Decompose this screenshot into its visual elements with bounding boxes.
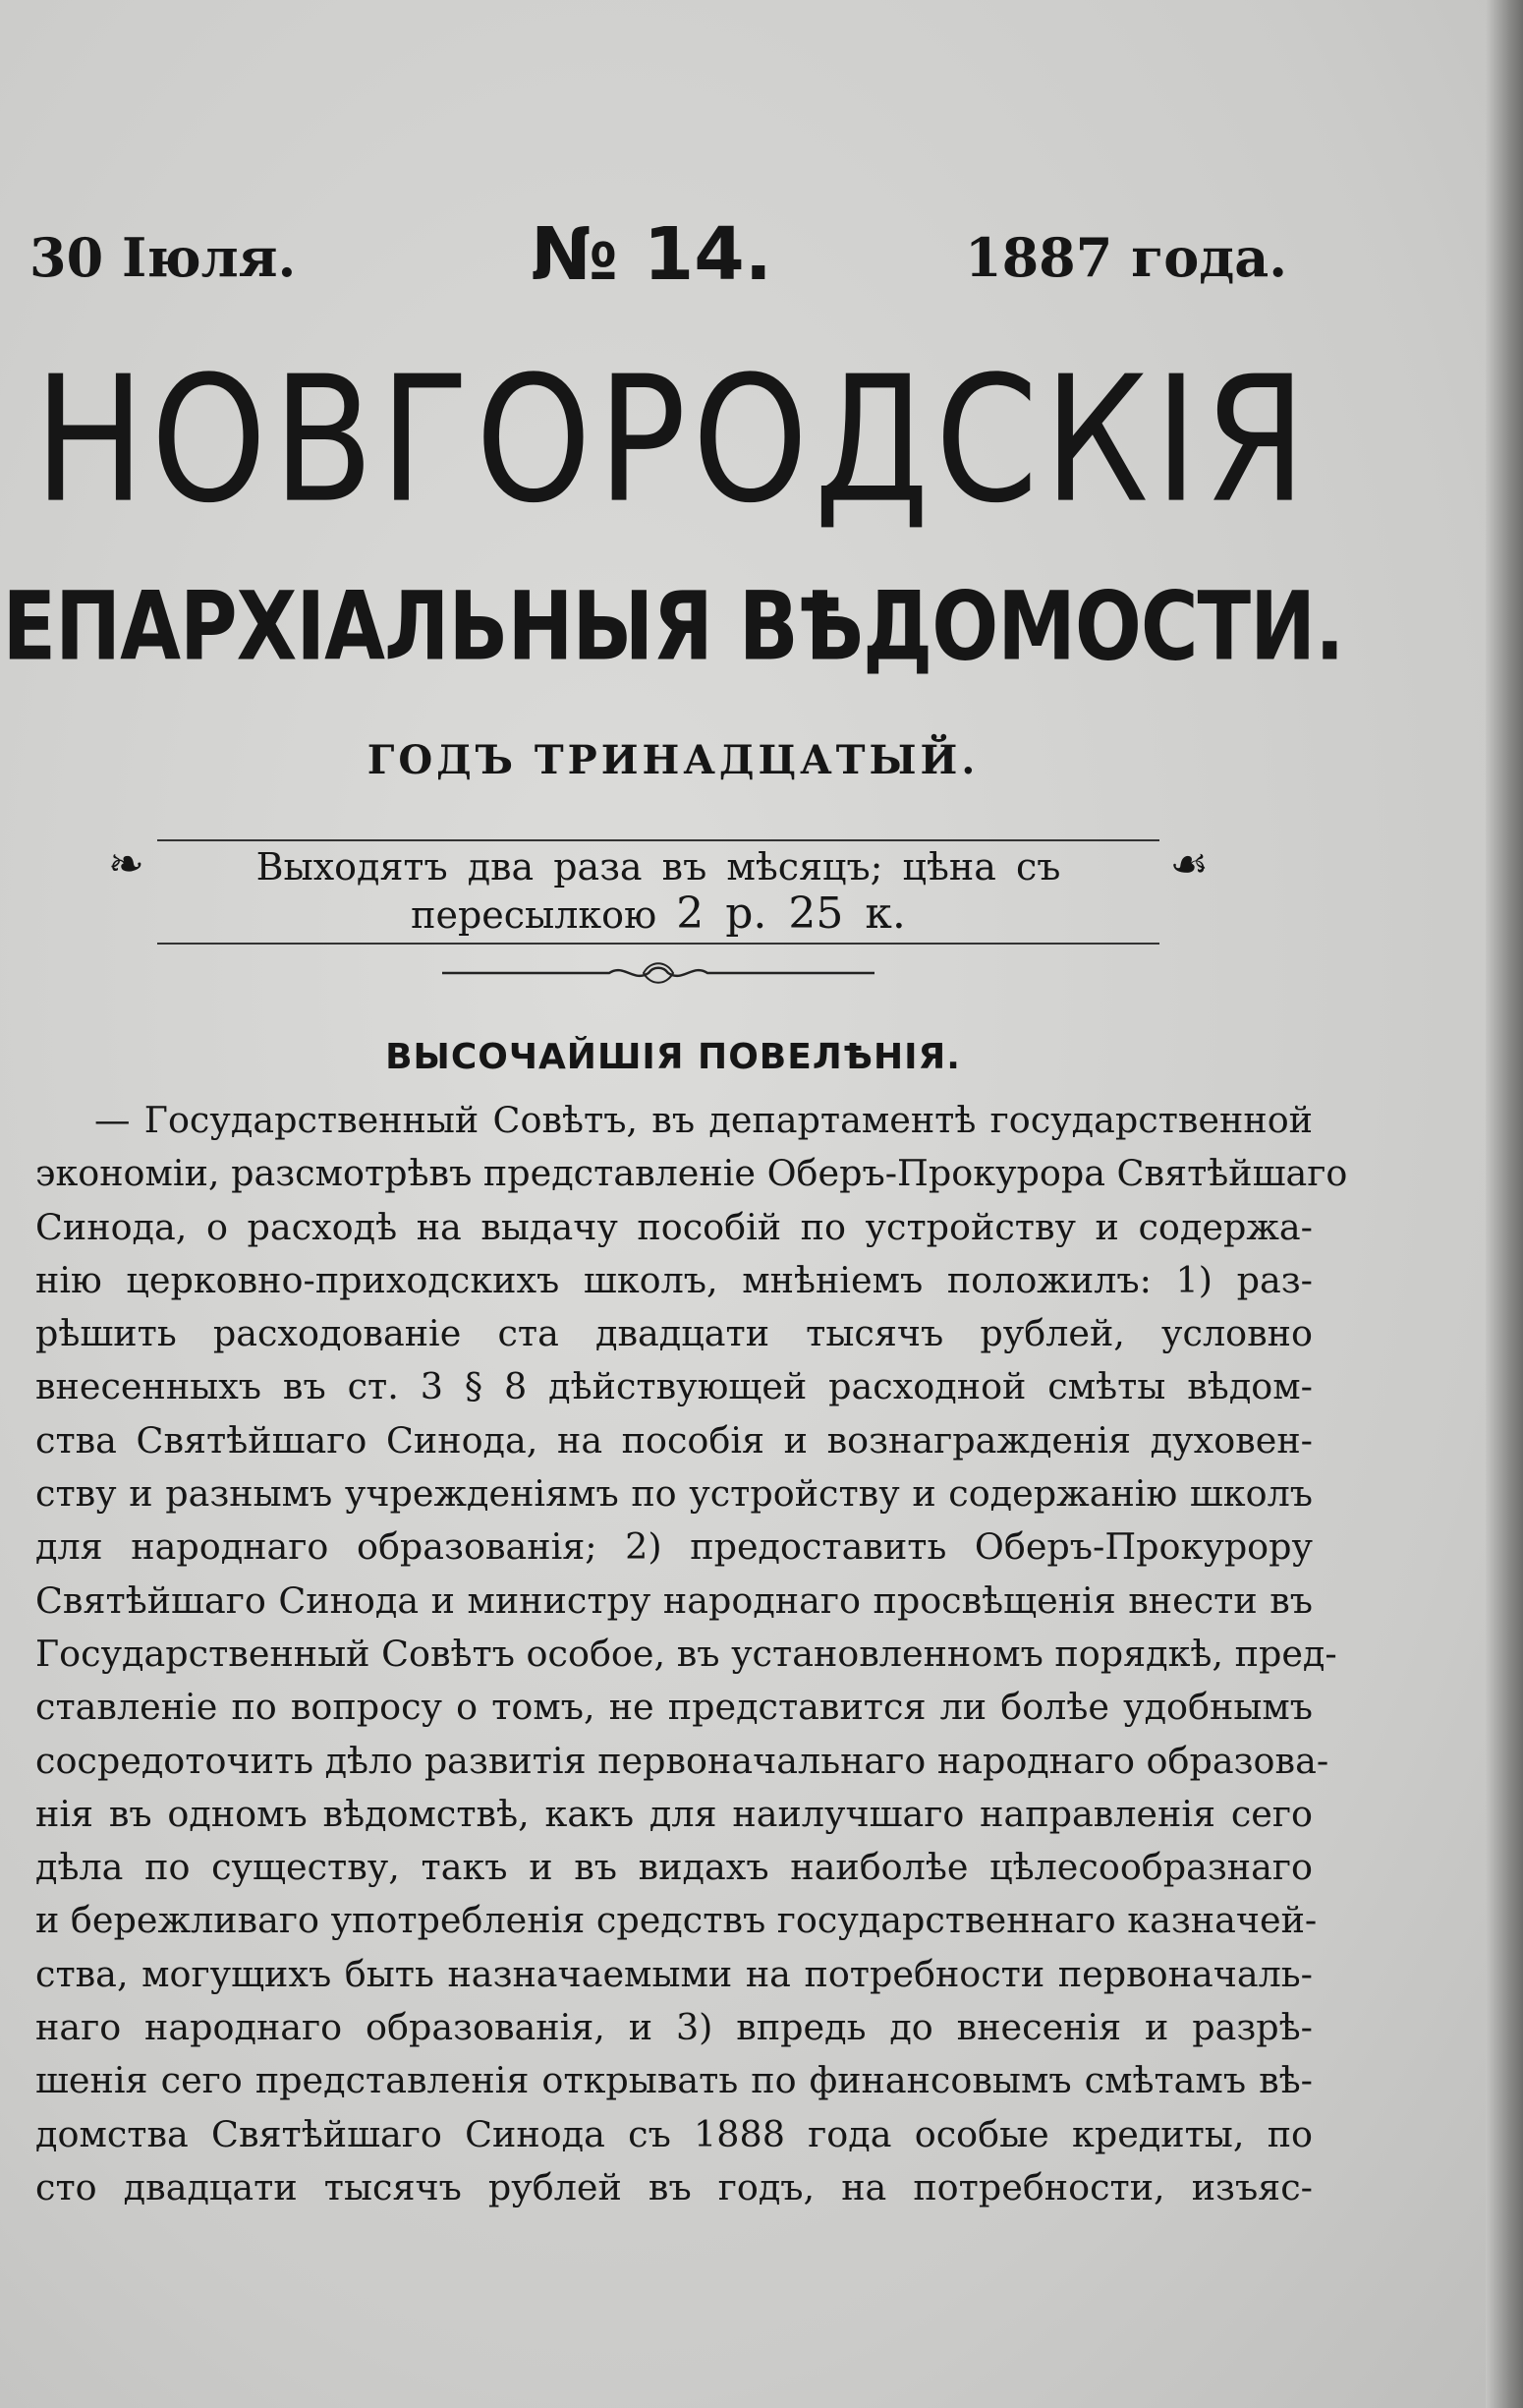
text-line: сосредоточить дѣло развитія первоначальнаго народнаго образова-: [35, 1739, 1329, 1782]
text-line: наго народнаго образованія, и 3) впредь до внесенія и разрѣ-: [35, 2006, 1313, 2049]
ornament-right-icon: ☙: [1169, 839, 1209, 889]
subscription-band: [108, 835, 1209, 939]
text-line: — Государственный Совѣтъ, въ департаментѣ государственной: [94, 1099, 1313, 1141]
text-line: нію церковно-приходскихъ школъ, мнѣніемъ положилъ: 1) раз-: [35, 1258, 1313, 1301]
text-line: ства, могущихъ быть назначаемыми на потребности первоначаль-: [35, 1952, 1313, 1995]
text-line: и бережливаго употребленія средствъ государственнаго казначей-: [35, 1899, 1318, 1942]
text-line: рѣшить расходованіе ста двадцати тысячъ рублей, условно: [35, 1312, 1313, 1355]
ornament-left-icon: ❧: [108, 839, 144, 889]
issue-number: № 14.: [531, 212, 772, 297]
text-line: ству и разнымъ учрежденіямъ по устройству и содержанію школъ: [35, 1472, 1313, 1516]
text-line: нія въ одномъ вѣдомствѣ, какъ для наилучшаго направленія сего: [35, 1792, 1313, 1835]
text-line: для народнаго образованія; 2) предоставить Оберъ-Прокурору: [35, 1525, 1313, 1569]
issue-header: [29, 212, 1287, 305]
text-line: экономіи, разсмотрѣвъ представленіе Оберъ-Прокурора Святѣйшаго: [35, 1152, 1348, 1195]
issue-year: 1887 года.: [965, 226, 1287, 289]
masthead-subtitle: ЕПАРХІАЛЬНЫЯ ВѢДОМОСТИ.: [2, 571, 1344, 682]
text-line: домства Святѣйшаго Синода съ 1888 года особые кредиты, по: [35, 2112, 1313, 2155]
text-line: ства Святѣйшаго Синода, на пособія и вознагражденія духовен-: [35, 1418, 1313, 1462]
page-edge-shadow: [1486, 0, 1523, 2408]
text-line: дѣла по существу, такъ и въ видахъ наиболѣе цѣлесообразнаго: [35, 1846, 1313, 1889]
text-line: Синода, о расходѣ на выдачу пособій по устройству и содержа-: [35, 1205, 1313, 1248]
text-line: Государственный Совѣтъ особое, въ установленномъ порядкѣ, пред-: [35, 1632, 1337, 1675]
subscription-text: Выходятъ два раза въ мѣсяцъ; цѣна съ пересылкою: [255, 845, 1061, 937]
subscription-info: [157, 839, 1159, 945]
section-heading: ВЫСОЧАЙШІЯ ПОВЕЛѢНІЯ.: [385, 1037, 961, 1077]
text-line: внесенныхъ въ ст. 3 § 8 дѣйствующей расходной смѣты вѣдом-: [35, 1365, 1313, 1408]
masthead-title: НОВГОРОДСКІЯ: [33, 339, 1313, 543]
issue-date: 30 Іюля.: [29, 226, 297, 289]
subscription-price: 2 р. 25 к.: [676, 889, 906, 939]
text-line: Святѣйшаго Синода и министру народнаго просвѣщенія внести въ: [35, 1578, 1313, 1622]
text-line: шенія сего представленія открывать по финансовымъ смѣтамъ вѣ-: [35, 2059, 1313, 2102]
article-body: [35, 1094, 1348, 2214]
divider-flourish-icon: [442, 958, 874, 988]
publication-year: ГОДЪ ТРИНАДЦАТЫЙ.: [367, 737, 980, 783]
text-line: ставленіе по вопросу о томъ, не представится ли болѣе удобнымъ: [35, 1686, 1313, 1729]
text-line: сто двадцати тысячъ рублей въ годъ, на потребности, изъяс-: [35, 2165, 1313, 2208]
